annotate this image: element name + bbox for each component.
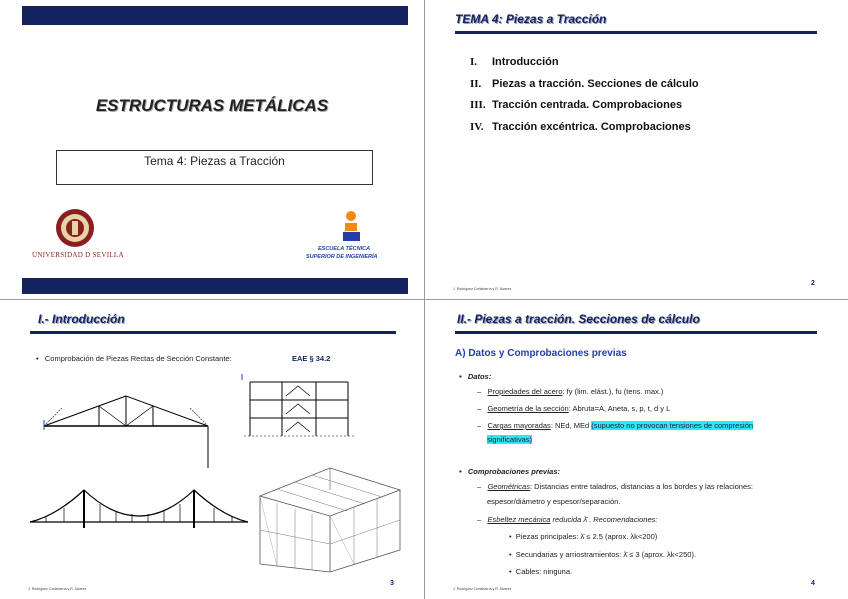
bridge-diagram — [26, 486, 252, 536]
toc-label: Tracción centrada. Comprobaciones — [492, 99, 683, 111]
datos-label: • Datos: — [459, 372, 492, 381]
comprob-label: • Comprobaciones previas: — [459, 467, 560, 476]
building-3d-diagram — [250, 454, 410, 574]
dato-row-1: – Propiedades del acero: fy (lim. elást.), fu (tens. max.) — [477, 387, 664, 396]
rec-item-1: • Piezas principales: λ̄ ≤ 2.5 (aprox. λk<200) — [509, 532, 658, 541]
section-heading: A) Datos y Comprobaciones previas — [455, 348, 627, 359]
rec-text: Cables: ninguna. — [515, 567, 573, 576]
toc-label: Introducción — [492, 56, 559, 68]
cargas-note-line2 — [487, 435, 532, 444]
bullet-text: • Comprobación de Piezas Rectas de Sección Constante: — [36, 354, 232, 363]
top-bar — [22, 6, 408, 25]
footer: J. Rodríguez Cortabarría y R. Álvarez — [453, 287, 512, 291]
dato-lead: Cargas mayoradas — [487, 421, 551, 430]
toc-num: II. — [470, 78, 482, 90]
toc-num: I. — [470, 56, 478, 68]
slide-1 — [0, 0, 424, 299]
university-name: UNIVERSIDAD D SEVILLA — [32, 251, 124, 259]
geom-lead: Geométricas — [487, 482, 530, 491]
dato-row-3: – Cargas mayoradas: NEd, MEd (supuesto no provocan tensiones de compresión — [477, 421, 754, 430]
esbeltez-row: – Esbeltez mecánica reducida λ̄ . Recomendaciones: — [477, 515, 658, 524]
geom-row: – Geométricas: Distancias entre taladros, distancias a los bordes y las relaciones: — [477, 482, 753, 491]
slide-2 — [425, 0, 848, 299]
page-number: 4 — [811, 580, 815, 587]
dato-lead: Propiedades del acero — [487, 387, 563, 396]
footer: J. Rodríguez Cortabarría y R. Álvarez — [28, 587, 87, 591]
subtitle-box — [56, 150, 373, 185]
geom-text: : Distancias entre taladros, distancias a los bordes y las relaciones: — [529, 482, 753, 491]
footer: J. Rodríguez Cortabarría y R. Álvarez — [453, 587, 512, 591]
title-rule — [30, 331, 396, 334]
slide-2-title: TEMA 4: Piezas a Tracción — [455, 12, 607, 26]
school-name-line1: ESCUELA TÉCNICA — [318, 246, 371, 252]
geom-row-2: espesor/diámetro y espesor/separación. — [487, 497, 621, 506]
page-number: 3 — [390, 580, 394, 587]
bottom-bar — [22, 278, 408, 294]
slide-3 — [0, 300, 424, 599]
dato-rest: : NEd, MEd — [550, 421, 590, 430]
horizontal-divider — [0, 299, 848, 300]
esbeltez-rest: reducida λ̄ . Recomendaciones: — [550, 515, 658, 524]
toc-num: IV. — [470, 121, 484, 133]
rec-item-2: • Secundarias y arriostramientos: λ̄ ≤ 3 (aprox. λk<250). — [509, 550, 697, 559]
dato-rest: : Abruta=A, Aneta, s, p, t, d y L — [568, 404, 671, 413]
subtitle: Tema 4: Piezas a Tracción — [144, 154, 285, 168]
presentation-title: ESTRUCTURAS METÁLICAS — [95, 96, 329, 115]
slide-3-title: I.- Introducción — [38, 312, 125, 326]
comprob-label-text: Comprobaciones previas: — [467, 467, 560, 476]
rec-text: Secundarias y arriostramientos: λ̄ ≤ 3 (aprox. λk<250). — [515, 550, 697, 559]
toc-num: III. — [470, 99, 486, 111]
toc-item-1 — [470, 56, 559, 68]
truss-diagram — [40, 390, 212, 470]
rec-item-3: • Cables: ninguna. — [509, 567, 573, 576]
title-rule — [455, 31, 817, 34]
toc-item-2 — [470, 78, 699, 90]
esbeltez-lead: Esbeltez mecánica — [487, 515, 551, 524]
highlight-note: (supuesto no provocan tensiones de compresión — [591, 421, 754, 430]
toc-item-3 — [470, 99, 682, 111]
highlight-note-2: significativas) — [487, 435, 533, 444]
school-logo — [340, 210, 364, 242]
slide-4 — [425, 300, 848, 599]
slide-4-title: II.- Piezas a tracción. Secciones de cálculo — [457, 312, 700, 326]
dato-row-2: – Geometría de la sección: Abruta=A, Aneta, s, p, t, d y L — [477, 404, 671, 413]
rec-text: Piezas principales: λ̄ ≤ 2.5 (aprox. λk<200) — [515, 532, 658, 541]
bullet-label: Comprobación de Piezas Rectas de Sección Constante: — [44, 354, 232, 363]
eae-reference: EAE § 34.2 — [292, 354, 331, 363]
school-icon — [340, 210, 364, 242]
school-name-line2: SUPERIOR DE INGENIERÍA — [306, 254, 378, 260]
university-logo — [55, 208, 95, 248]
seal-icon — [55, 208, 95, 248]
toc-item-4 — [470, 121, 691, 133]
title-rule — [455, 331, 817, 334]
page-number: 2 — [811, 280, 815, 287]
dato-lead: Geometría de la sección — [487, 404, 569, 413]
dato-rest: : fy (lim. elást.), fu (tens. max.) — [562, 387, 664, 396]
toc-label: Tracción excéntrica. Comprobaciones — [492, 121, 691, 133]
datos-label-text: Datos: — [467, 372, 492, 381]
toc-label: Piezas a tracción. Secciones de cálculo — [492, 78, 699, 90]
frame-diagram — [238, 372, 362, 444]
